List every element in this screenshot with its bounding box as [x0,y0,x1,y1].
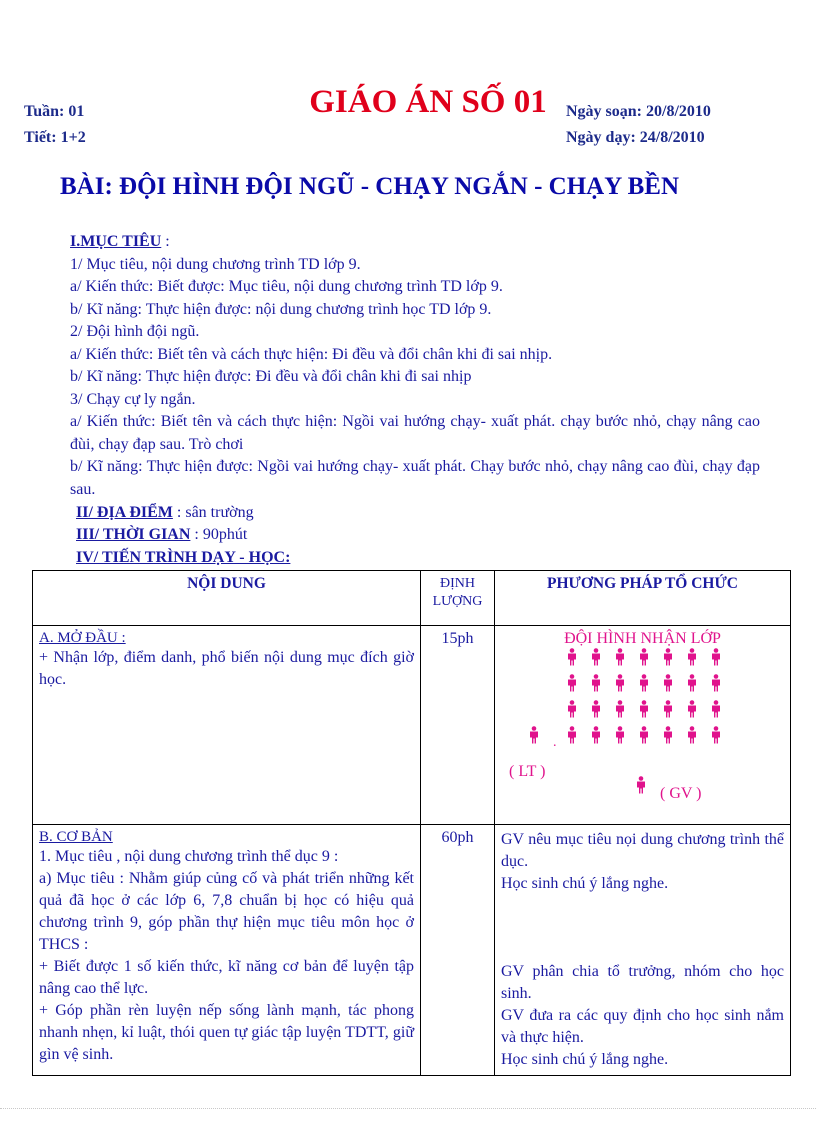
section-a-heading: A. MỞ ĐẦU : [39,630,126,646]
row2-method [495,825,791,1076]
objective-line: b/ Kĩ năng: Thực hiện được: Ngồi vai hướng chạy- xuất phát. Chạy bước nhỏ, chạy nâng cao đùi, chạy đạp sau. [70,458,760,498]
student-figure-icon [639,726,649,744]
student-figure-icon [687,726,697,744]
period-label: Tiết: 1+2 [24,129,86,146]
row2-content [33,825,421,1076]
student-figure-icon [639,648,649,666]
row2-line: + Góp phần rèn luyện nếp sống lành mạnh, tác phong nhanh nhẹn, kỉ luật, thói quen tự giác tập luyện TDTT, giữ gìn vệ sinh. [39,1002,414,1063]
table-row [33,626,791,825]
time-line [76,524,766,547]
objective-line: 1/ Mục tiêu, nội dung chương trình TD lớp 9. [70,255,361,273]
method-line: Học sinh chú ý lắng nghe. [501,875,669,892]
week-label: Tuần: 01 [24,103,85,120]
student-figure-icon [567,700,577,718]
header-content: NỘI DUNG [33,571,421,626]
class-formation-diagram [501,648,784,802]
header-amount: ĐỊNH LƯỢNG [421,571,495,626]
row2-line: 1. Mục tiêu , nội dung chương trình thể dục 9 : [39,848,339,865]
student-figure-icon [663,700,673,718]
student-figure-icon [567,726,577,744]
teacher-label: ( GV ) [660,785,702,802]
student-figure-icon [591,700,601,718]
lesson-plan-table [32,570,791,1076]
student-figure-icon [567,648,577,666]
process-heading-line [76,547,766,570]
lesson-title: BÀI: ĐỘI HÌNH ĐỘI NGŨ - CHẠY NGẮN - CHẠY BỀN [60,173,679,200]
process-heading: IV/ TIẾN TRÌNH DẠY - HỌC: [76,549,291,566]
formation-dot: . [553,735,557,750]
student-figure-icon [663,674,673,692]
teacher-figure-icon [636,776,646,794]
method-line: Học sinh chú ý lắng nghe. [501,1051,669,1068]
method-line: GV nêu mục tiêu nọi dung chương trình thể dục. [501,831,784,870]
table-row [33,825,791,1076]
location-value: : sân trường [176,504,254,521]
time-value: : 90phút [194,526,248,543]
prepared-date: Ngày soạn: 20/8/2010 [566,103,711,120]
student-figure-icon [615,700,625,718]
objective-line: a/ Kiến thức: Biết tên và cách thực hiện: Đi đều và đổi chân khi đi sai nhịp. [70,345,553,363]
row2-amount: 60ph [421,825,495,1076]
objective-line: b/ Kĩ năng: Thực hiện được: nội dung chương trình học TD lớp 9. [70,300,492,318]
student-figure-icon [615,726,625,744]
student-figure-icon [567,674,577,692]
diagram-title: ĐỘI HÌNH NHẬN LỚP [564,630,721,647]
objectives-section [70,231,760,501]
method-line: GV phân chia tổ trưởng, nhóm cho học sinh. [501,963,784,1002]
student-figure-icon [687,674,697,692]
student-figure-icon [711,726,721,744]
student-figure-icon [639,674,649,692]
student-figure-icon [711,700,721,718]
location-line [76,502,766,525]
leader-label: ( LT ) [509,763,546,780]
class-leader-figure-icon [529,726,539,744]
objective-line: a/ Kiến thức: Biết được: Mục tiêu, nội dung chương trình TD lớp 9. [70,278,503,295]
row2-line: a) Mục tiêu : Nhằm giúp củng cố và phát triển những kết quả đã học ở các lớp 6, 7,8 chuẩn bị học có hiệu quả chương trình 9, góp phần thự hiện mục tiêu môn học ở THCS : [39,870,414,953]
row2-line: + Biết được 1 số kiến thức, kĩ năng cơ bản để luyện tập nâng cao thể lực. [39,958,414,997]
objective-line: b/ Kĩ năng: Thực hiện được: Đi đều và đổi chân khi đi sai nhịp [70,368,472,385]
objectives-heading-suffix: : [165,233,170,250]
page-divider [0,1108,816,1109]
student-figure-icon [687,700,697,718]
table-header-row [33,571,791,626]
method-line: GV đưa ra các quy định cho học sinh nắm và thực hiện. [501,1007,784,1046]
student-figure-icon [711,674,721,692]
student-figure-icon [591,648,601,666]
student-figure-icon [663,648,673,666]
time-heading: III/ THỜI GIAN [76,526,191,543]
objective-line: a/ Kiến thức: Biết tên và cách thực hiện: Ngồi vai hướng chạy- xuất phát. chạy bước nhỏ, chạy nâng cao đùi, chạy đạp sau. Trò chơi [70,413,760,453]
student-figure-icon [639,700,649,718]
row1-content [33,626,421,825]
objectives-heading-line [70,231,760,254]
student-figure-icon [615,648,625,666]
location-heading: II/ ĐỊA ĐIỂM [76,504,173,521]
student-figure-icon [687,648,697,666]
objective-line: 2/ Đội hình đội ngũ. [70,323,200,340]
row1-text: + Nhận lớp, điểm danh, phổ biến nội dung mục đích giờ học. [39,649,414,688]
header-method: PHƯƠNG PHÁP TỔ CHỨC [495,571,791,626]
section-b-heading: B. CƠ BẢN [39,829,113,845]
document-title: GIÁO ÁN SỐ 01 [309,84,547,120]
student-figure-icon [711,648,721,666]
row1-amount: 15ph [421,626,495,825]
student-figure-icon [591,674,601,692]
objectives-heading: I.MỤC TIÊU [70,233,162,250]
teaching-date: Ngày dạy: 24/8/2010 [566,129,705,146]
student-figure-icon [615,674,625,692]
student-figure-icon [663,726,673,744]
student-figure-icon [591,726,601,744]
row1-method [495,626,791,825]
objective-line: 3/ Chạy cự ly ngắn. [70,390,196,408]
